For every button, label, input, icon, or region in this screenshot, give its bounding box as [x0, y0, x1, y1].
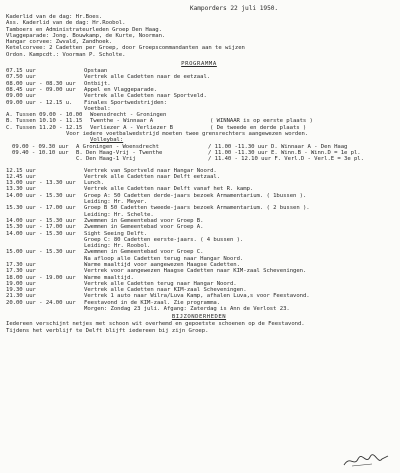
schedule-b-text: Sight Seeing Delft. [84, 230, 148, 237]
schedule-b-text: Vertrek 1 auto naar Wilra/Luva Kamp, afhalen Luva,s voor Feestavond. [84, 293, 310, 300]
volleybal-time [6, 156, 76, 162]
volleybal-label: Volleybal: [90, 137, 124, 144]
schedule-b-text: Feestavond in de KIM-zaal. Zie programma. [84, 299, 221, 306]
voetbal-text: Twenthe - Winnaar A [90, 118, 154, 125]
schedule-b-time: 13.30 uur [6, 186, 36, 193]
schedule-b-text: Warme maaltijd voor aangewezen Haagse Cadetten. [84, 261, 240, 268]
schedule-b-text: Zwemmen in Gemeentebad voor Groep B. [84, 217, 204, 224]
intro-line: Hangar corvee: Zwvald, Zandhoek. [6, 39, 113, 46]
schedule-b-time: 12.15 uur [6, 167, 36, 174]
schedule-b-text: Vertrek alle Cadetten terug naar Hangar Noord. [84, 280, 237, 287]
schedule-b-text: Vertrek van Sportveld naar Hangar Noord. [84, 167, 217, 174]
schedule-a-text: Vertrek alle Cadetten naar de eetzaal. [84, 74, 211, 81]
schedule-b-time: 15.30 uur - 17.00 uur [6, 205, 76, 212]
schedule-b-text: Leiding: Hr. Schelte. [84, 211, 154, 218]
schedule-block-a [6, 68, 392, 112]
intro-block [6, 14, 392, 58]
schedule-a-time: 09.00 uur [6, 93, 36, 100]
schedule-b-text: Vertrek voor aangewezen Haagse Cadetten naar KIM-zaal Scheveningen. [84, 268, 307, 275]
voetbal-block [6, 112, 392, 131]
schedule-a-time: 08.00 uur - 08.30 uur [6, 80, 76, 87]
schedule-b-time: 18.00 uur - 19.00 uur [6, 274, 76, 281]
schedule-b-time: 15.00 uur - 15.30 uur [6, 249, 76, 256]
schedule-b-text: Leiding: Hr. Meyer. [84, 199, 148, 206]
intro-line: Ordon. Kampcdt.: Voorman P. Scholte. [6, 51, 126, 58]
footer-title: BIJZONDERHEDEN [171, 314, 227, 321]
volleybal-text: B. Den Haag-Vrij - Twenthe [76, 149, 163, 156]
schedule-b-text: Lunch. [84, 180, 104, 187]
schedule-b-time: 17.30 uur [6, 261, 36, 268]
schedule-a-text: Vertrek alle Cadetten naar Sportveld. [84, 93, 207, 100]
schedule-b-text: Groep B 50 Cadetten tweede-jaars bezoek Armamentarium. ( 2 bussen ). [84, 205, 310, 212]
schedule-a-time: 07.15 uur [6, 68, 36, 75]
intro-line: Ass. Kaderlid van de dag: Hr.Roobol. [6, 20, 126, 27]
schedule-b-text: Vertrek alle Cadetten naar Delft vanaf het R. kamp. [84, 186, 254, 193]
schedule-b-text: Na afloop alle Cadetten terug naar Hangar Noord. [84, 255, 244, 262]
schedule-b-time: 14.00 uur - 15.30 uur [6, 192, 76, 199]
voetbal-note-text: Voor iedere voetbalwedstrijd moeten twee grensrechters aangewezen worden. [66, 131, 309, 138]
closing-text: Morgen: Zondag 23 juli. Afgang: Zaterdag is Ann de Verlost 23. [84, 306, 290, 313]
schedule-block-b [6, 168, 392, 307]
schedule-b-time: 17.30 uur [6, 268, 36, 275]
program-title: PROGRAMMA [181, 61, 217, 68]
intro-line: Tamboers en Administrateurleden Groep Den Haag. [6, 26, 162, 33]
schedule-b-time: 13.00 uur - 13.30 uur [6, 180, 76, 187]
volleybal-side: / 11.00 -11.30 uur D. Winnaar A - Den Haag [208, 143, 348, 150]
schedule-b-text: Groep C: 80 Cadetten eerste-jaars. ( 4 bussen ). [84, 236, 244, 243]
volleybal-row [6, 156, 392, 162]
voetbal-text: Woensdrecht - Groningen [90, 112, 167, 119]
voetbal-time: B. Tussen 10.10 - 11.15 [6, 118, 83, 125]
schedule-b-text: Vertrek alle Cadetten naar Delft eetzaal. [84, 173, 221, 180]
schedule-b-text: Leiding: Hr. Roobol. [84, 243, 151, 250]
schedule-a-text: Ontbijt. [84, 80, 111, 87]
schedule-b-time: 19.00 uur [6, 280, 36, 287]
schedule-b-text: Vertrek alle Cadetten naar KIM-zaal Scheveningen. [84, 287, 247, 294]
volleybal-text: A Groningen - Woensdrecht [76, 143, 159, 150]
schedule-a-time: 09.00 uur - 12.15 u. [6, 99, 73, 106]
schedule-a-text: Voetbal: [84, 105, 111, 112]
schedule-b-text: Groep A: 50 Cadetten derde-jaars bezoek Armamentarium. ( 1bussen ). [84, 192, 307, 199]
schedule-a-text: Opstaan [84, 68, 108, 75]
footer-line: Tijdens het verblijf te Delft blijft iedereen bij zijn Groep. [6, 327, 209, 334]
volleybal-time: 09.40 - 10.10 uur [12, 149, 69, 156]
document-title: Kamporders 22 juli 1950. [189, 5, 279, 12]
voetbal-time: A. Tussen 09.00 - 10.00 [6, 112, 83, 119]
signature-mark [342, 453, 390, 469]
volleybal-block [6, 144, 392, 163]
schedule-b-time: 12.45 uur [6, 173, 36, 180]
intro-line: Ketelcorvee: 2 Cadetten per Groep, door Groepscommandanten aan te wijzen [6, 45, 245, 52]
volleybal-side: / 11.00 -11.30 uur E. Winn.B - Winn.D = 1e pl. [208, 149, 361, 156]
schedule-b-text: Warme maaltijd. [84, 274, 134, 281]
schedule-b-time: 14.00 uur - 15.30 uur [6, 217, 76, 224]
schedule-b-time: 15.30 uur - 17.00 uur [6, 224, 76, 231]
volleybal-time: 09.00 - 09.30 uur [12, 143, 69, 150]
volleybal-text: C. Den Haag-1 Vrij [76, 156, 136, 163]
schedule-b-time: 21.30 uur [6, 293, 36, 300]
schedule-b-time: 20.00 uur - 24.00 uur [6, 299, 76, 306]
voetbal-side: ( De tweede en derde plaats ) [210, 124, 307, 131]
closing-line [6, 306, 392, 312]
schedule-b-time: 19.30 uur [6, 287, 36, 294]
voetbal-time: C. Tussen 11.20 - 12.15 [6, 124, 83, 131]
volleybal-side: / 11.40 - 12.10 uur F. Verl.D - Verl.E = 3e pl. [208, 156, 364, 163]
schedule-a-time: 08.45 uur - 09.00 uur [6, 86, 76, 93]
voetbal-side: ( WINNAAR is op eerste plaats ) [210, 118, 313, 125]
schedule-b-time: 14.00 uur - 15.30 uur [6, 230, 76, 237]
footer-line: Iedereen verschijnt netjes met schoon wit overhemd en gepoetste schoenen op de Feestavond. [6, 321, 305, 328]
schedule-a-time: 07.50 uur [6, 74, 36, 81]
schedule-a-text: Appel en Vlaggeparade. [84, 86, 157, 93]
schedule-a-text: Finales Sportwedstrijden: [84, 99, 167, 106]
voetbal-text: Verliezer A - Verliezer B [90, 124, 173, 131]
schedule-b-text: Zwemmen in Gemeentebad voor Groep A. [84, 224, 204, 231]
intro-line: Vlaggeparade: Jong. Bouwkamp, de Kurte, Noorman. [6, 32, 166, 39]
schedule-b-text: Zwemmen in Gemeentebad voor Groep C. [84, 249, 204, 256]
intro-line: Kaderlid van de dag: Hr.Boes. [6, 14, 103, 20]
